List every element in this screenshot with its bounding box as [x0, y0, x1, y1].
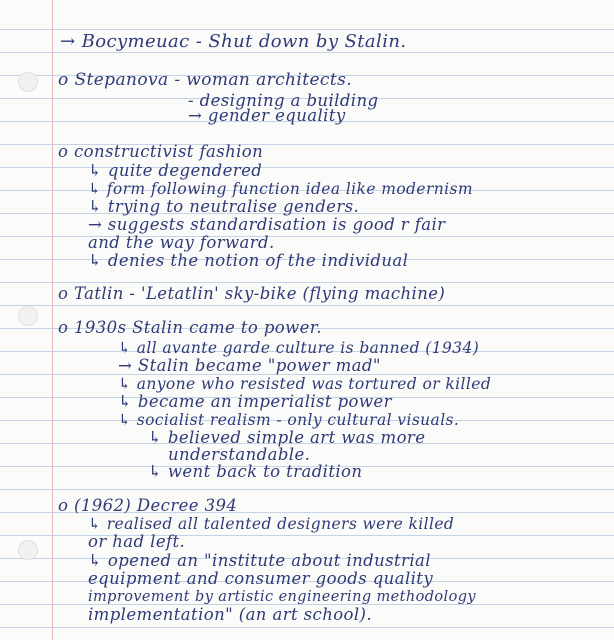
stalin-point: ↳ all avante garde culture is banned (1934): [118, 339, 480, 357]
tatlin-heading: o Tatlin - 'Letatlin' sky-bike (flying machine): [58, 284, 446, 303]
stepanova-heading: o Stepanova - woman architects.: [58, 70, 353, 90]
decree-point: ↳ realised all talented designers were killed: [88, 515, 455, 533]
constructivist-point: ↳ trying to neutralise genders.: [88, 197, 360, 216]
punch-hole: [18, 540, 38, 560]
stalin-point: → Stalin became "power mad": [118, 356, 381, 375]
stalin-point: ↳ anyone who resisted was tortured or killed: [118, 375, 492, 393]
constructivist-point: → suggests standardisation is good r fair: [88, 215, 446, 234]
constructivist-point: ↳ denies the notion of the individual: [88, 251, 409, 270]
note-intro: → Bocymeuac - Shut down by Stalin.: [60, 31, 407, 52]
punch-hole: [18, 72, 38, 92]
constructivist-point: and the way forward.: [88, 233, 275, 252]
stalin-point: ↳ went back to tradition: [148, 462, 363, 481]
decree-point: improvement by artistic engineering methodology: [88, 589, 476, 605]
constructivist-point: ↳ form following function idea like modernism: [88, 180, 473, 198]
margin-line: [52, 0, 53, 640]
stalin-point: ↳ socialist realism - only cultural visuals.: [118, 411, 460, 429]
decree-point: or had left.: [88, 532, 186, 551]
decree-heading: o (1962) Decree 394: [58, 496, 238, 515]
decree-point: equipment and consumer goods quality: [88, 569, 434, 588]
stalin-point: understandable.: [168, 445, 311, 464]
stepanova-point: - designing a building: [188, 91, 379, 110]
stalin-heading: o 1930s Stalin came to power.: [58, 318, 322, 337]
constructivist-point: ↳ quite degendered: [88, 161, 263, 180]
punch-hole: [18, 306, 38, 326]
constructivist-heading: o constructivist fashion: [58, 142, 264, 161]
stalin-point: ↳ believed simple art was more: [148, 428, 426, 447]
stepanova-point: → gender equality: [188, 106, 346, 125]
decree-point: ↳ opened an "institute about industrial: [88, 551, 431, 570]
stalin-point: ↳ became an imperialist power: [118, 392, 392, 411]
decree-point: implementation" (an art school).: [88, 605, 373, 624]
